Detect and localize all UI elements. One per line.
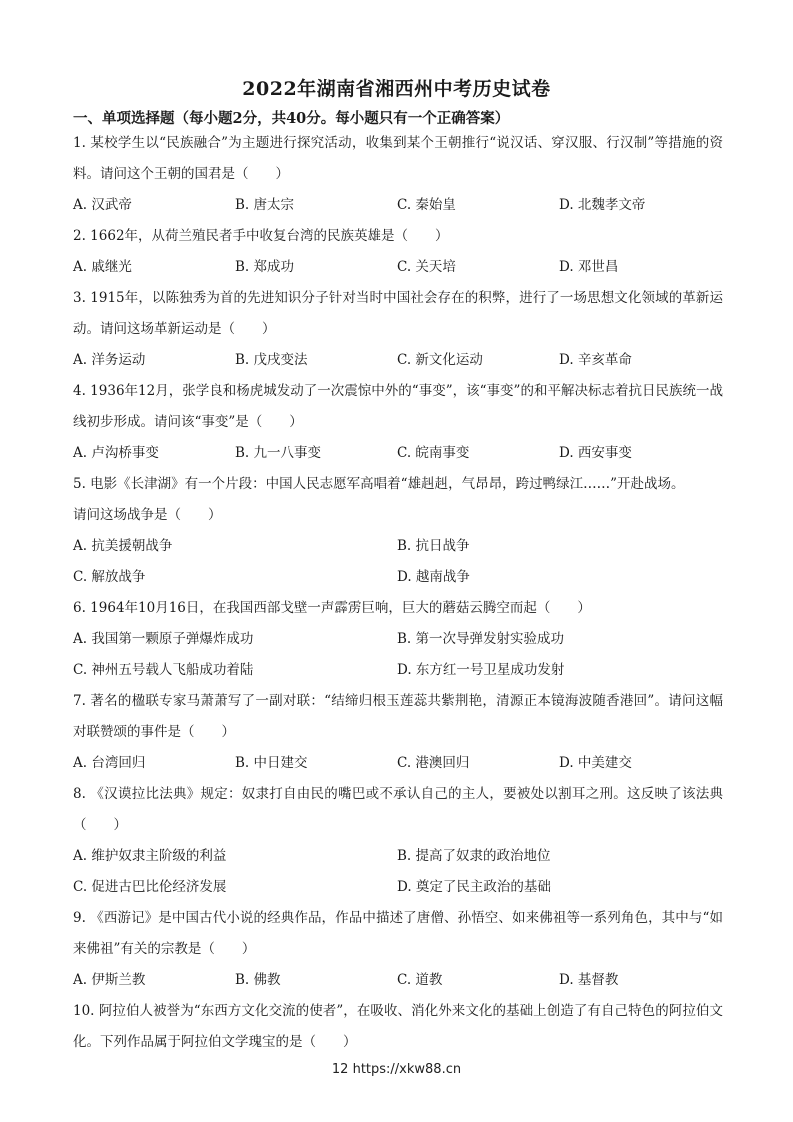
question-stem: 9. 《西游记》是中国古代小说的经典作品，作品中描述了唐僧、孙悟空、如来佛祖等一系列角色，其中与“如来佛祖”有关的宗教是（ ）	[73, 910, 723, 957]
answer-option: B. 佛教	[235, 972, 281, 988]
question-1	[73, 128, 723, 221]
question-4	[73, 376, 723, 469]
question-stem: 3. 1915年，以陈独秀为首的先进知识分子针对当时中国社会存在的积弊，进行了一场思想文化领域的革新运动。请问这场革新运动是（ ）	[73, 290, 723, 337]
answer-option: B. 郑成功	[235, 259, 295, 275]
answer-option: D. 辛亥革命	[559, 352, 632, 368]
answer-option: C. 道教	[397, 972, 443, 988]
question-list	[73, 128, 723, 1058]
option-row	[73, 655, 723, 686]
option-row	[73, 190, 723, 221]
answer-option: B. 唐太宗	[235, 197, 295, 213]
question-stem: 4. 1936年12月，张学良和杨虎城发动了一次震惊中外的“事变”，该“事变”的和平解决标志着抗日民族统一战线初步形成。请问该“事变”是（ ）	[73, 383, 723, 430]
option-row	[73, 562, 723, 593]
section-heading: 一、单项选择题（每小题2分，共40分。每小题只有一个正确答案）	[73, 110, 510, 127]
question-stem: 5. 电影《长津湖》有一个片段：中国人民志愿军高唱着“雄赳赳，气昂昂，跨过鸭绿江……”开赴战场。	[73, 476, 685, 492]
answer-option: C. 促进古巴比伦经济发展	[73, 879, 227, 895]
answer-option: A. 汉武帝	[73, 197, 132, 213]
question-stem: 请问这场战争是（ ）	[73, 507, 222, 523]
option-row	[73, 624, 723, 655]
answer-option: C. 神州五号载人飞船成功着陆	[73, 662, 254, 678]
answer-option: D. 北魏孝文帝	[559, 197, 646, 213]
answer-option: B. 提高了奴隶的政治地位	[397, 848, 551, 864]
question-stem: 2. 1662年，从荷兰殖民者手中收复台湾的民族英雄是（ ）	[73, 228, 449, 244]
question-9	[73, 903, 723, 996]
question-2	[73, 221, 723, 283]
option-row	[73, 872, 723, 903]
answer-option: B. 戊戌变法	[235, 352, 308, 368]
answer-option: D. 越南战争	[397, 569, 470, 585]
answer-option: C. 港澳回归	[397, 755, 470, 771]
page-title: 2022年湖南省湘西州中考历史试卷	[242, 78, 551, 100]
answer-option: B. 中日建交	[235, 755, 308, 771]
answer-option: A. 洋务运动	[73, 352, 146, 368]
answer-option: A. 卢沟桥事变	[73, 445, 159, 461]
answer-option: D. 奠定了民主政治的基础	[397, 879, 551, 895]
answer-option: D. 中美建交	[559, 755, 632, 771]
answer-option: A. 维护奴隶主阶级的利益	[73, 848, 227, 864]
question-8	[73, 779, 723, 903]
option-row	[73, 841, 723, 872]
question-6	[73, 593, 723, 686]
question-5	[73, 469, 723, 593]
option-row	[73, 345, 723, 376]
answer-option: C. 新文化运动	[397, 352, 483, 368]
answer-option: D. 东方红一号卫星成功发射	[397, 662, 565, 678]
question-stem: 8. 《汉谟拉比法典》规定：奴隶打自由民的嘴巴或不承认自己的主人，要被处以割耳之刑。这反映了该法典（ ）	[73, 786, 723, 833]
question-stem: 1. 某校学生以“民族融合”为主题进行探究活动，收集到某个王朝推行“说汉话、穿汉服、行汉制”等措施的资料。请问这个王朝的国君是（ ）	[73, 135, 723, 182]
answer-option: C. 解放战争	[73, 569, 146, 585]
answer-option: A. 抗美援朝战争	[73, 538, 173, 554]
answer-option: B. 九一八事变	[235, 445, 322, 461]
answer-option: A. 伊斯兰教	[73, 972, 146, 988]
question-10	[73, 996, 723, 1058]
answer-option: B. 第一次导弹发射实验成功	[397, 631, 565, 647]
answer-option: A. 台湾回归	[73, 755, 146, 771]
answer-option: C. 皖南事变	[397, 445, 470, 461]
answer-option: C. 关天培	[397, 259, 456, 275]
question-3	[73, 283, 723, 376]
question-7	[73, 686, 723, 779]
answer-option: A. 戚继光	[73, 259, 132, 275]
answer-option: B. 抗日战争	[397, 538, 470, 554]
option-row	[73, 748, 723, 779]
option-row	[73, 531, 723, 562]
option-row	[73, 965, 723, 996]
question-stem: 10. 阿拉伯人被誉为“东西方文化交流的使者”，在吸收、消化外来文化的基础上创造了有自己特色的阿拉伯文化。下列作品属于阿拉伯文学瑰宝的是（ ）	[73, 1003, 723, 1050]
answer-option: C. 秦始皇	[397, 197, 456, 213]
answer-option: D. 西安事变	[559, 445, 632, 461]
answer-option: D. 基督教	[559, 972, 619, 988]
question-stem: 6. 1964年10月16日，在我国西部戈壁一声霹雳巨响，巨大的蘑菇云腾空而起（ ）	[73, 600, 591, 616]
question-stem: 7. 著名的楹联专家马萧萧写了一副对联：“结缔归根玉莲蕊共紫荆艳，清源正本镜海波随香港回”。请问这幅对联赞颂的事件是（ ）	[73, 693, 723, 740]
option-row	[73, 438, 723, 469]
answer-option: D. 邓世昌	[559, 259, 619, 275]
page-footer: 12 https://xkw88.cn	[331, 1062, 462, 1077]
option-row	[73, 252, 723, 283]
answer-option: A. 我国第一颗原子弹爆炸成功	[73, 631, 254, 647]
